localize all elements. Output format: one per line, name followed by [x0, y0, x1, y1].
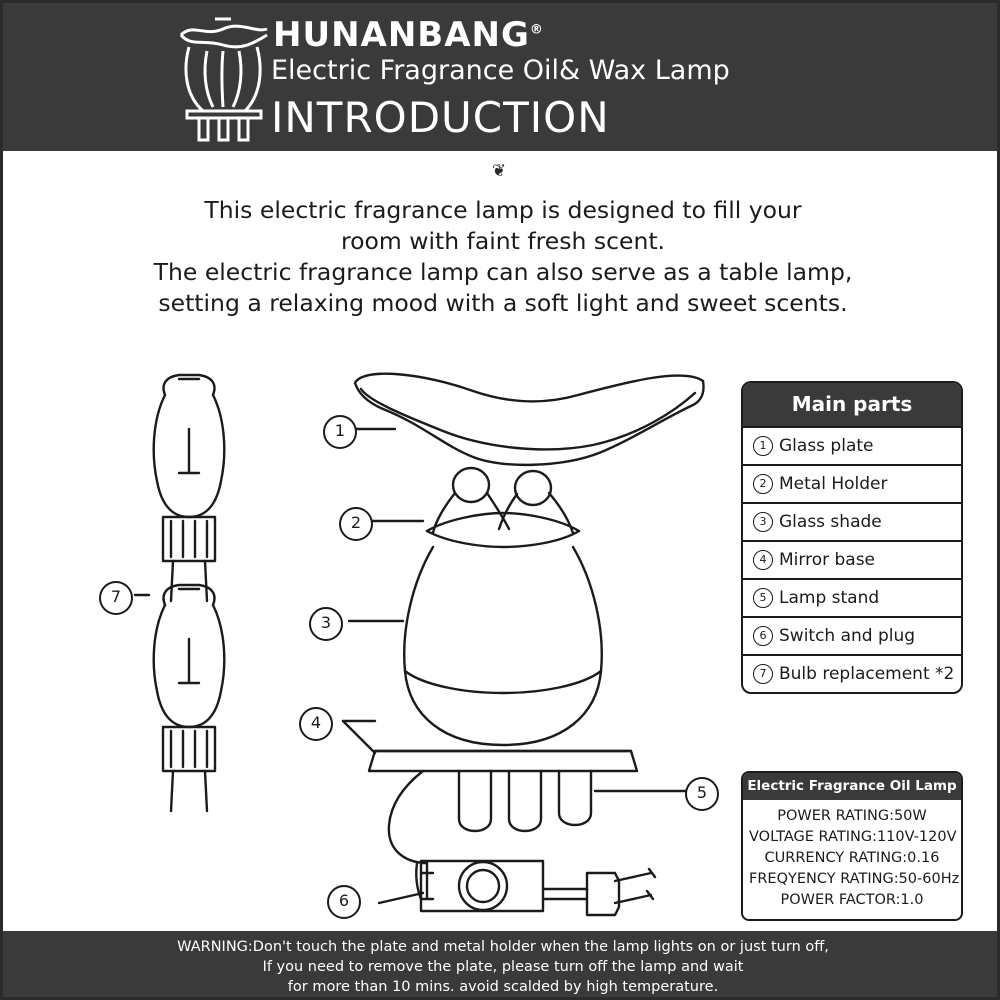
main-parts-title: Main parts — [743, 383, 961, 426]
part-number: 7 — [753, 664, 773, 684]
intro-line-4: setting a relaxing mood with a soft light and sweet scents. — [158, 289, 848, 317]
spec-line: VOLTAGE RATING:110V-120V — [749, 829, 957, 845]
parts-row — [743, 540, 961, 578]
product-diagram — [3, 333, 1000, 943]
callout-4: 4 — [299, 707, 333, 741]
callout-3: 3 — [309, 607, 343, 641]
part-number: 4 — [753, 550, 773, 570]
intro-paragraph — [3, 195, 1000, 319]
callout-5: 5 — [685, 777, 719, 811]
warning-line-3: for more than 10 mins. avoid scalded by high temperature. — [287, 979, 719, 995]
parts-row — [743, 502, 961, 540]
part-label: Mirror base — [779, 550, 876, 570]
spec-line: CURRENCY RATING:0.16 — [764, 850, 940, 866]
main-parts-table — [741, 381, 963, 694]
spec-line: POWER RATING:50W — [777, 808, 927, 824]
part-label: Lamp stand — [779, 588, 880, 608]
spec-line: FREQYENCY RATING:50-60Hz — [749, 871, 960, 887]
part-label: Switch and plug — [779, 626, 916, 646]
intro-line-3: The electric fragrance lamp can also serve as a table lamp, — [153, 258, 853, 286]
header-content — [153, 3, 873, 151]
parts-row — [743, 464, 961, 502]
part-number: 2 — [753, 474, 773, 494]
warning-footer — [3, 931, 1000, 997]
part-number: 3 — [753, 512, 773, 532]
part-label: Metal Holder — [779, 474, 888, 494]
ornament-icon: ❦ — [491, 161, 509, 181]
parts-row — [743, 616, 961, 654]
callout-7: 7 — [99, 581, 133, 615]
warning-line-2: If you need to remove the plate, please turn off the lamp and wait — [262, 959, 744, 975]
part-label: Glass plate — [779, 436, 874, 456]
oil-lamp-logo-icon — [163, 7, 283, 147]
part-number: 5 — [753, 588, 773, 608]
registered-mark: ® — [529, 22, 544, 38]
specification-box — [741, 771, 963, 921]
intro-line-1: This electric fragrance lamp is designed to fill your — [204, 196, 802, 224]
page-header — [3, 3, 1000, 151]
brand-subtitle: Electric Fragrance Oil& Wax Lamp — [271, 55, 730, 86]
warning-line-1: WARNING:Don't touch the plate and metal holder when the lamp lights on or just turn off, — [177, 939, 829, 955]
brand-name-text: HUNANBANG — [273, 15, 530, 55]
specification-list — [743, 800, 961, 919]
part-label: Bulb replacement *2 — [779, 664, 955, 684]
parts-row — [743, 654, 961, 692]
part-label: Glass shade — [779, 512, 882, 532]
callout-1: 1 — [323, 415, 357, 449]
part-number: 6 — [753, 626, 773, 646]
callout-2: 2 — [339, 507, 373, 541]
brand-name — [273, 15, 544, 55]
parts-row — [743, 426, 961, 464]
spec-line: POWER FACTOR:1.0 — [780, 892, 924, 908]
callout-6: 6 — [327, 885, 361, 919]
part-number: 1 — [753, 436, 773, 456]
intro-line-2: room with faint fresh scent. — [340, 227, 666, 255]
page-title: INTRODUCTION — [271, 93, 610, 142]
specification-title: Electric Fragrance Oil Lamp — [743, 773, 961, 800]
parts-row — [743, 578, 961, 616]
